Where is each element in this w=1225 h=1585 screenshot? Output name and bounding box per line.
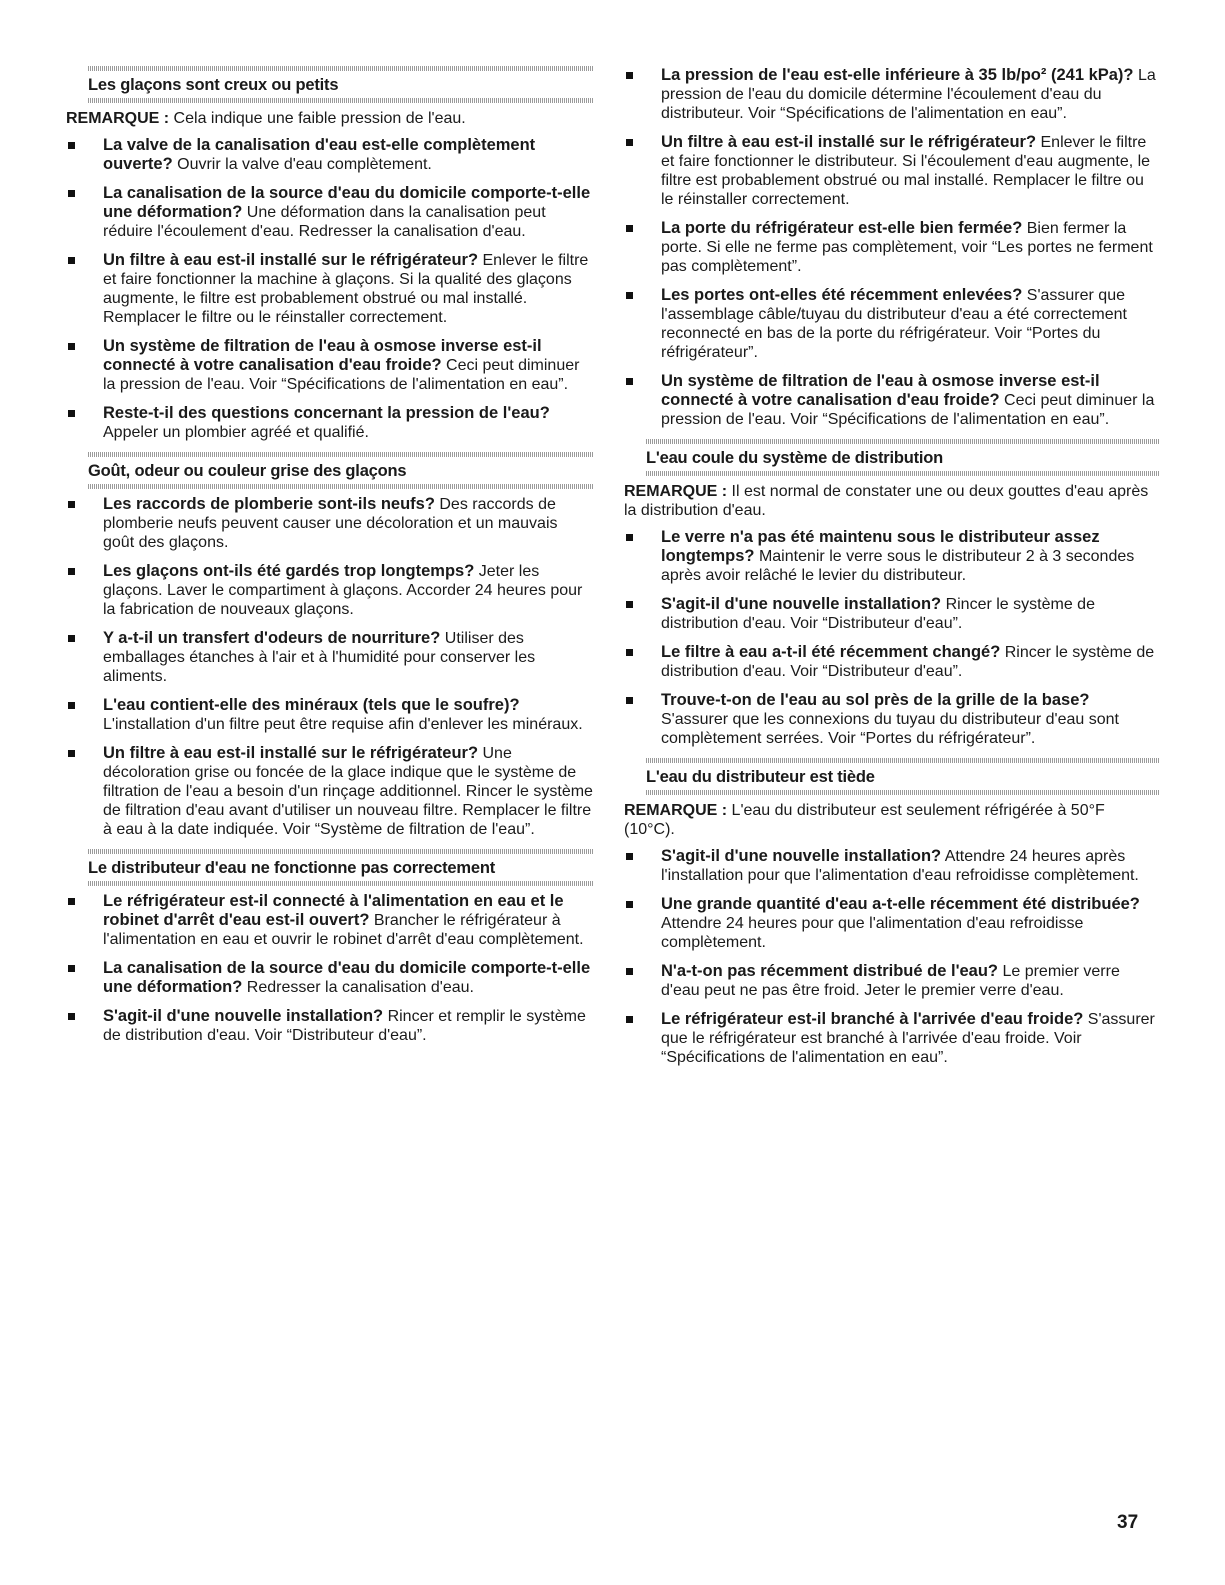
square-bullet-icon — [626, 901, 633, 908]
square-bullet-icon — [68, 190, 75, 197]
square-bullet-icon — [68, 1013, 75, 1020]
square-bullet-icon — [68, 898, 75, 905]
item-answer: Ouvrir la valve d'eau complètement. — [172, 156, 432, 173]
item-answer: S'assurer que les connexions du tuyau du distributeur d'eau sont complètement serrées. Voir “Portes du réfrigérateur”. — [661, 711, 1119, 747]
item-answer: Une décoloration grise ou foncée de la glace indique que le système de filtration de l'eau a besoin d'un rinçage additionnel. Rincer le système de filtration d'eau avant d'utiliser un nouveau filtre. Remplacer le filtre à eau à la date indiquée. Voir “Système de filtration de l'eau”. — [103, 745, 593, 838]
list-item — [66, 959, 593, 997]
list-item — [66, 251, 593, 327]
section-note — [624, 482, 1160, 520]
item-question: Y a-t-il un transfert d'odeurs de nourriture? — [103, 629, 441, 647]
square-bullet-icon — [626, 378, 633, 385]
item-answer: Ceci peut diminuer la pression de l'eau. Voir “Spécifications de l'alimentation en eau”. — [103, 357, 580, 393]
section-note — [624, 801, 1160, 839]
item-question: Les raccords de plomberie sont-ils neufs? — [103, 495, 435, 513]
section-title: L'eau coule du système de distribution — [646, 449, 944, 467]
square-bullet-icon — [626, 225, 633, 232]
item-question: S'agit-il d'une nouvelle installation? — [661, 595, 942, 613]
item-question: S'agit-il d'une nouvelle installation? — [661, 847, 942, 865]
item-answer: Une déformation dans la canalisation peut réduire l'écoulement d'eau. Redresser la canalisation d'eau. — [103, 204, 546, 240]
section-header — [624, 439, 1160, 476]
item-question: Le réfrigérateur est-il branché à l'arrivée d'eau froide? — [661, 1010, 1084, 1028]
list-item — [66, 184, 593, 241]
section-rule-bottom — [646, 471, 1160, 476]
section-title: Le distributeur d'eau ne fonctionne pas correctement — [88, 859, 496, 877]
item-answer: Redresser la canalisation d'eau. — [242, 979, 474, 996]
item-question: Un système de filtration de l'eau à osmose inverse est-il connecté à votre canalisation d'eau froide? — [661, 372, 1100, 409]
item-answer: Jeter les glaçons. Laver le compartiment à glaçons. Accorder 24 heures pour la fabrication de nouveaux glaçons. — [103, 563, 583, 618]
square-bullet-icon — [626, 968, 633, 975]
section-note — [66, 109, 593, 128]
section-title: Goût, odeur ou couleur grise des glaçons — [88, 462, 407, 480]
item-question: Un système de filtration de l'eau à osmose inverse est-il connecté à votre canalisation d'eau froide? — [103, 337, 542, 374]
square-bullet-icon — [68, 750, 75, 757]
square-bullet-icon — [68, 568, 75, 575]
troubleshooting-section — [624, 758, 1160, 1067]
section-rule-bottom — [88, 881, 593, 886]
list-item — [624, 66, 1160, 123]
question-list — [624, 528, 1160, 748]
note-label: REMARQUE : — [624, 802, 728, 819]
item-answer: Brancher le réfrigérateur à l'alimentation en eau et ouvrir le robinet d'arrêt d'eau complètement. — [103, 912, 584, 948]
list-item — [624, 528, 1160, 585]
item-question: Un filtre à eau est-il installé sur le réfrigérateur? — [103, 744, 479, 762]
section-header — [624, 758, 1160, 795]
right-column — [624, 66, 1160, 1077]
list-item — [66, 337, 593, 394]
square-bullet-icon — [626, 649, 633, 656]
list-item — [624, 962, 1160, 1000]
list-item — [66, 744, 593, 839]
square-bullet-icon — [626, 601, 633, 608]
section-rule-bottom — [88, 484, 593, 489]
list-item — [624, 1010, 1160, 1067]
item-answer: Attendre 24 heures pour que l'alimentation d'eau refroidisse complètement. — [661, 915, 1084, 951]
list-item — [624, 219, 1160, 276]
note-label: REMARQUE : — [66, 110, 170, 127]
question-list — [66, 136, 593, 442]
item-question: N'a-t-on pas récemment distribué de l'eau? — [661, 962, 999, 980]
item-question: Un filtre à eau est-il installé sur le réfrigérateur? — [661, 133, 1037, 151]
item-question: Le verre n'a pas été maintenu sous le distributeur assez longtemps? — [661, 528, 1100, 565]
item-question: Le filtre à eau a-t-il été récemment changé? — [661, 643, 1001, 661]
question-list — [624, 66, 1160, 429]
square-bullet-icon — [626, 139, 633, 146]
square-bullet-icon — [68, 410, 75, 417]
item-question: L'eau contient-elle des minéraux (tels que le soufre)? — [103, 696, 520, 714]
list-item — [624, 643, 1160, 681]
troubleshooting-section — [624, 439, 1160, 748]
section-title: Les glaçons sont creux ou petits — [88, 76, 339, 94]
section-header — [66, 66, 593, 103]
item-question: Reste-t-il des questions concernant la pression de l'eau? — [103, 404, 550, 422]
item-answer: La pression de l'eau du domicile détermine l'écoulement d'eau du distributeur. Voir “Spécifications de l'alimentation en eau”. — [661, 67, 1156, 122]
list-item — [66, 696, 593, 734]
note-text: L'eau du distributeur est seulement réfrigérée à 50°F (10°C). — [624, 802, 1105, 838]
item-answer: Des raccords de plomberie neufs peuvent causer une décoloration et un mauvais goût des glaçons. — [103, 496, 558, 551]
section-rule-bottom — [88, 98, 593, 103]
list-item — [66, 404, 593, 442]
troubleshooting-section — [66, 452, 593, 839]
note-text: Cela indique une faible pression de l'eau. — [169, 110, 466, 127]
list-item — [624, 286, 1160, 362]
section-rule-bottom — [646, 790, 1160, 795]
list-item — [66, 562, 593, 619]
square-bullet-icon — [68, 965, 75, 972]
list-item — [66, 629, 593, 686]
square-bullet-icon — [68, 702, 75, 709]
page-number: 37 — [1117, 1512, 1139, 1533]
item-answer: Appeler un plombier agréé et qualifié. — [103, 424, 369, 441]
section-header — [66, 452, 593, 489]
square-bullet-icon — [626, 72, 633, 79]
square-bullet-icon — [626, 292, 633, 299]
item-answer: Ceci peut diminuer la pression de l'eau. Voir “Spécifications de l'alimentation en eau”. — [661, 392, 1155, 428]
list-item — [624, 691, 1160, 748]
question-list — [66, 495, 593, 839]
square-bullet-icon — [626, 697, 633, 704]
section-header — [66, 849, 593, 886]
note-text: Il est normal de constater une ou deux gouttes d'eau après la distribution d'eau. — [624, 483, 1149, 519]
item-question: La pression de l'eau est-elle inférieure à 35 lb/po² (241 kPa)? — [661, 66, 1134, 84]
item-answer: S'assurer que le réfrigérateur est branché à l'arrivée d'eau froide. Voir “Spécifications de l'alimentation en eau”. — [661, 1011, 1155, 1066]
item-question: Les portes ont-elles été récemment enlevées? — [661, 286, 1023, 304]
item-question: Trouve-t-on de l'eau au sol près de la grille de la base? — [661, 691, 1090, 709]
question-list — [66, 892, 593, 1045]
list-item — [624, 133, 1160, 209]
item-answer: Rincer le système de distribution d'eau. Voir “Distributeur d'eau”. — [661, 596, 1095, 632]
item-question: La canalisation de la source d'eau du domicile comporte-t-elle une déformation? — [103, 184, 591, 221]
item-answer: L'installation d'un filtre peut être requise afin d'enlever les minéraux. — [103, 716, 583, 733]
troubleshooting-section — [66, 849, 593, 1045]
square-bullet-icon — [68, 501, 75, 508]
square-bullet-icon — [68, 142, 75, 149]
item-answer: Rincer et remplir le système de distribution d'eau. Voir “Distributeur d'eau”. — [103, 1008, 586, 1044]
item-question: La canalisation de la source d'eau du domicile comporte-t-elle une déformation? — [103, 959, 591, 996]
list-item — [624, 595, 1160, 633]
list-item — [624, 372, 1160, 429]
list-item — [624, 847, 1160, 885]
square-bullet-icon — [68, 343, 75, 350]
square-bullet-icon — [626, 534, 633, 541]
item-answer: Enlever le filtre et faire fonctionner le distributeur. Si l'écoulement d'eau augmente, le filtre est probablement obstrué ou mal installé. Remplacer le filtre ou le réinstaller correctement. — [661, 134, 1151, 208]
item-answer: Attendre 24 heures après l'installation pour que l'alimentation d'eau refroidisse complètement. — [661, 848, 1139, 884]
list-item — [66, 495, 593, 552]
item-answer: Rincer le système de distribution d'eau. Voir “Distributeur d'eau”. — [661, 644, 1155, 680]
square-bullet-icon — [68, 635, 75, 642]
left-column — [66, 66, 593, 1055]
item-question: Une grande quantité d'eau a-t-elle récemment été distribuée? — [661, 895, 1140, 913]
section-title: L'eau du distributeur est tiède — [646, 768, 875, 786]
item-question: La porte du réfrigérateur est-elle bien fermée? — [661, 219, 1023, 237]
item-question: S'agit-il d'une nouvelle installation? — [103, 1007, 384, 1025]
square-bullet-icon — [68, 257, 75, 264]
item-answer: Le premier verre d'eau peut ne pas être froid. Jeter le premier verre d'eau. — [661, 963, 1120, 999]
item-answer: S'assurer que l'assemblage câble/tuyau du distributeur d'eau a été correctement reconnecté en bas de la porte du réfrigérateur. Voir “Portes du réfrigérateur”. — [661, 287, 1127, 361]
note-label: REMARQUE : — [624, 483, 728, 500]
list-item — [66, 136, 593, 174]
troubleshooting-section — [66, 66, 593, 442]
list-item — [66, 892, 593, 949]
square-bullet-icon — [626, 853, 633, 860]
question-list — [624, 847, 1160, 1067]
item-answer: Maintenir le verre sous le distributeur 2 à 3 secondes après avoir relâché le levier du distributeur. — [661, 548, 1135, 584]
troubleshooting-section — [624, 66, 1160, 429]
item-answer: Bien fermer la porte. Si elle ne ferme pas complètement, voir “Les portes ne ferment pas complètement”. — [661, 220, 1153, 275]
item-question: Le réfrigérateur est-il connecté à l'alimentation en eau et le robinet d'arrêt d'eau est-il ouvert? — [103, 892, 564, 929]
list-item — [66, 1007, 593, 1045]
list-item — [624, 895, 1160, 952]
item-question: La valve de la canalisation d'eau est-elle complètement ouverte? — [103, 136, 536, 173]
square-bullet-icon — [626, 1016, 633, 1023]
item-answer: Utiliser des emballages étanches à l'air et à l'humidité pour conserver les aliments. — [103, 630, 536, 685]
item-question: Un filtre à eau est-il installé sur le réfrigérateur? — [103, 251, 479, 269]
item-answer: Enlever le filtre et faire fonctionner la machine à glaçons. Si la qualité des glaçons augmente, le filtre est probablement obstrué ou mal installé. Remplacer le filtre ou le réinstaller correctement. — [103, 252, 589, 326]
item-question: Les glaçons ont-ils été gardés trop longtemps? — [103, 562, 475, 580]
